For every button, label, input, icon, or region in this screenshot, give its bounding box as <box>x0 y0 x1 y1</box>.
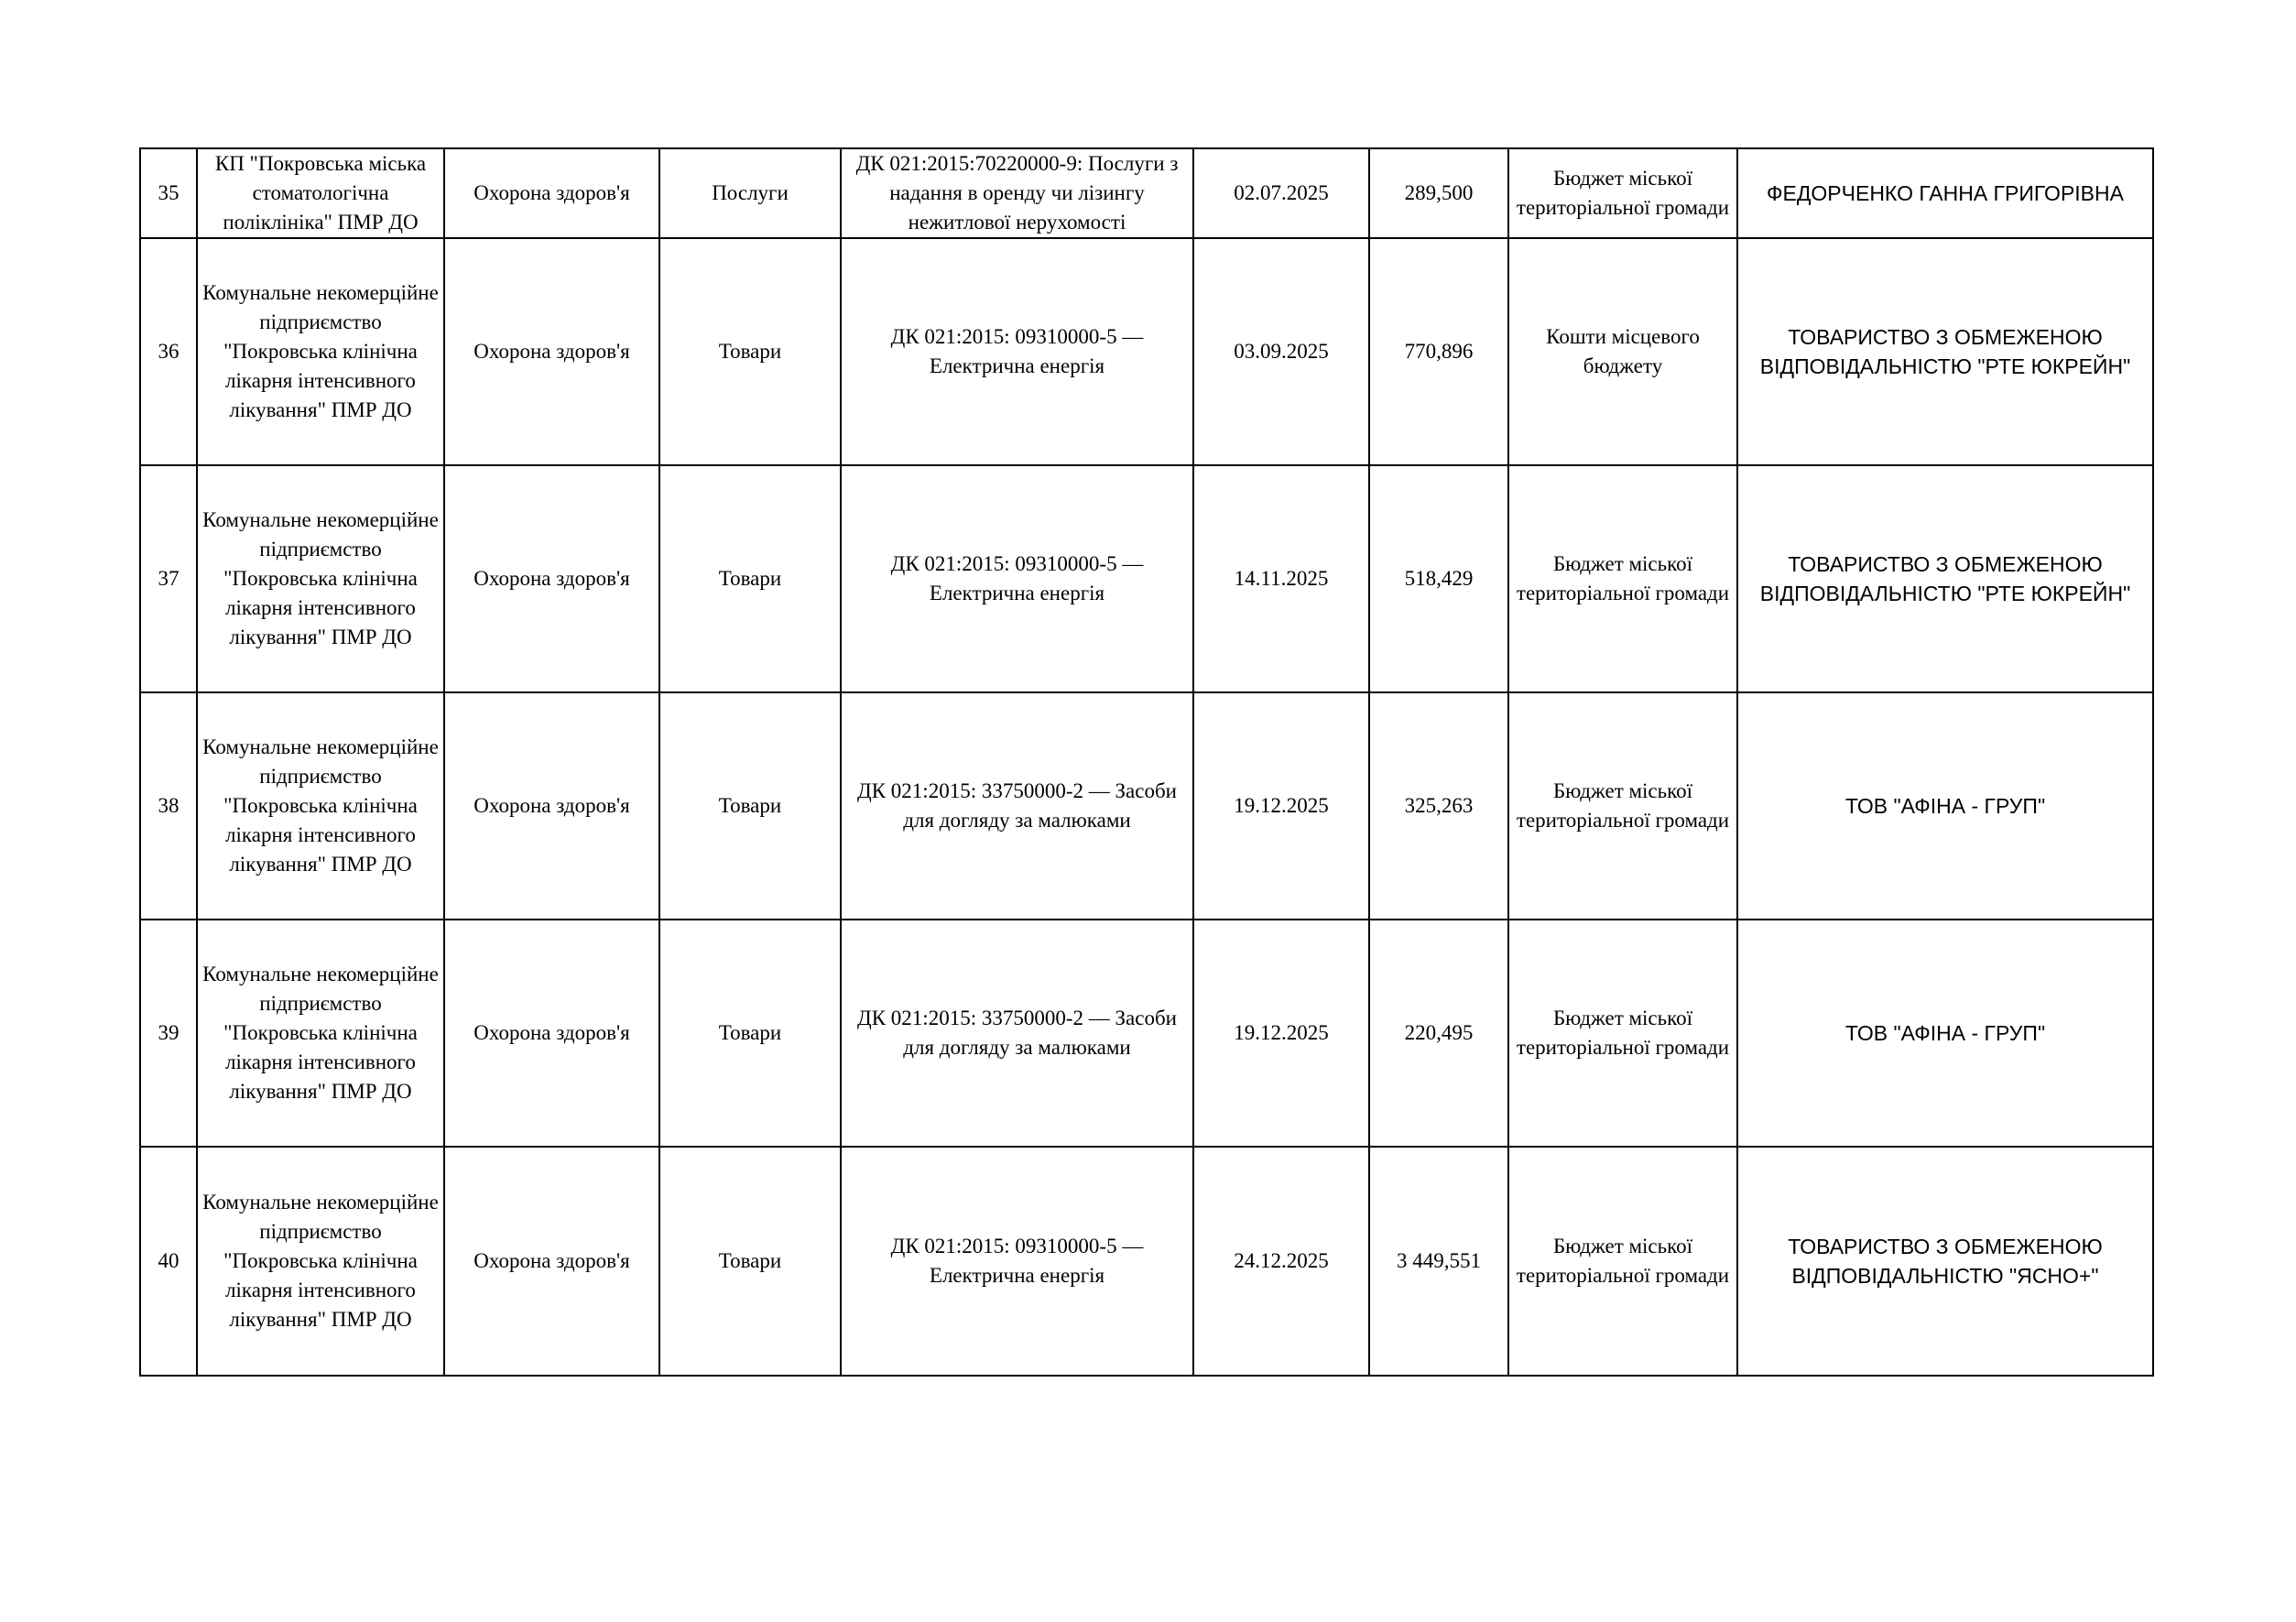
sector-cell: Охорона здоров'я <box>444 920 659 1147</box>
customer-cell: КП "Покровська міська стоматологічна поліклініка" ПМР ДО <box>197 148 444 238</box>
table-row <box>140 1147 2153 1376</box>
customer-cell: Комунальне некомерційне підприємство "Покровська клінічна лікарня інтенсивного лікування" ПМР ДО <box>197 238 444 465</box>
sector-cell: Охорона здоров'я <box>444 692 659 920</box>
procurement-type-cell: Товари <box>659 692 841 920</box>
customer-cell: Комунальне некомерційне підприємство "Покровська клінічна лікарня інтенсивного лікування" ПМР ДО <box>197 1147 444 1376</box>
amount-cell: 220,495 <box>1369 920 1508 1147</box>
table-row <box>140 238 2153 465</box>
funding-source-cell: Бюджет міської територіальної громади <box>1508 692 1737 920</box>
cpv-code-cell: ДК 021:2015: 33750000-2 — Засоби для догляду за малюками <box>841 920 1193 1147</box>
supplier-cell: ТОВ "АФІНА - ГРУП" <box>1737 920 2153 1147</box>
table-row <box>140 465 2153 692</box>
amount-cell: 518,429 <box>1369 465 1508 692</box>
sector-cell: Охорона здоров'я <box>444 238 659 465</box>
funding-source-cell: Бюджет міської територіальної громади <box>1508 148 1737 238</box>
amount-cell: 325,263 <box>1369 692 1508 920</box>
row-number-cell: 40 <box>140 1147 197 1376</box>
amount-cell: 3 449,551 <box>1369 1147 1508 1376</box>
row-number-cell: 37 <box>140 465 197 692</box>
customer-cell: Комунальне некомерційне підприємство "Покровська клінічна лікарня інтенсивного лікування" ПМР ДО <box>197 465 444 692</box>
supplier-cell: ТОВАРИСТВО З ОБМЕЖЕНОЮ ВІДПОВІДАЛЬНІСТЮ "РТЕ ЮКРЕЙН" <box>1737 238 2153 465</box>
cpv-code-cell: ДК 021:2015: 09310000-5 — Електрична енергія <box>841 238 1193 465</box>
supplier-cell: ТОВ "АФІНА - ГРУП" <box>1737 692 2153 920</box>
cpv-code-cell: ДК 021:2015: 09310000-5 — Електрична енергія <box>841 1147 1193 1376</box>
procurement-type-cell: Товари <box>659 465 841 692</box>
cpv-code-cell: ДК 021:2015: 33750000-2 — Засоби для догляду за малюками <box>841 692 1193 920</box>
date-cell: 19.12.2025 <box>1193 692 1369 920</box>
sector-cell: Охорона здоров'я <box>444 465 659 692</box>
cpv-code-cell: ДК 021:2015:70220000-9: Послуги з надання в оренду чи лізингу нежитлової нерухомості <box>841 148 1193 238</box>
supplier-cell: ФЕДОРЧЕНКО ГАННА ГРИГОРІВНА <box>1737 148 2153 238</box>
procurement-type-cell: Послуги <box>659 148 841 238</box>
supplier-cell: ТОВАРИСТВО З ОБМЕЖЕНОЮ ВІДПОВІДАЛЬНІСТЮ "РТЕ ЮКРЕЙН" <box>1737 465 2153 692</box>
funding-source-cell: Бюджет міської територіальної громади <box>1508 920 1737 1147</box>
amount-cell: 770,896 <box>1369 238 1508 465</box>
funding-source-cell: Бюджет міської територіальної громади <box>1508 1147 1737 1376</box>
date-cell: 19.12.2025 <box>1193 920 1369 1147</box>
table-row <box>140 920 2153 1147</box>
amount-cell: 289,500 <box>1369 148 1508 238</box>
row-number-cell: 35 <box>140 148 197 238</box>
supplier-cell: ТОВАРИСТВО З ОБМЕЖЕНОЮ ВІДПОВІДАЛЬНІСТЮ "ЯСНО+" <box>1737 1147 2153 1376</box>
date-cell: 14.11.2025 <box>1193 465 1369 692</box>
customer-cell: Комунальне некомерційне підприємство "Покровська клінічна лікарня інтенсивного лікування" ПМР ДО <box>197 920 444 1147</box>
funding-source-cell: Кошти місцевого бюджету <box>1508 238 1737 465</box>
date-cell: 03.09.2025 <box>1193 238 1369 465</box>
row-number-cell: 39 <box>140 920 197 1147</box>
row-number-cell: 36 <box>140 238 197 465</box>
cpv-code-cell: ДК 021:2015: 09310000-5 — Електрична енергія <box>841 465 1193 692</box>
procurement-type-cell: Товари <box>659 920 841 1147</box>
row-number-cell: 38 <box>140 692 197 920</box>
funding-source-cell: Бюджет міської територіальної громади <box>1508 465 1737 692</box>
procurement-type-cell: Товари <box>659 1147 841 1376</box>
customer-cell: Комунальне некомерційне підприємство "Покровська клінічна лікарня інтенсивного лікування" ПМР ДО <box>197 692 444 920</box>
procurement-table <box>139 147 2154 1377</box>
table-row <box>140 148 2153 238</box>
table-row <box>140 692 2153 920</box>
sector-cell: Охорона здоров'я <box>444 148 659 238</box>
procurement-type-cell: Товари <box>659 238 841 465</box>
date-cell: 02.07.2025 <box>1193 148 1369 238</box>
sector-cell: Охорона здоров'я <box>444 1147 659 1376</box>
date-cell: 24.12.2025 <box>1193 1147 1369 1376</box>
